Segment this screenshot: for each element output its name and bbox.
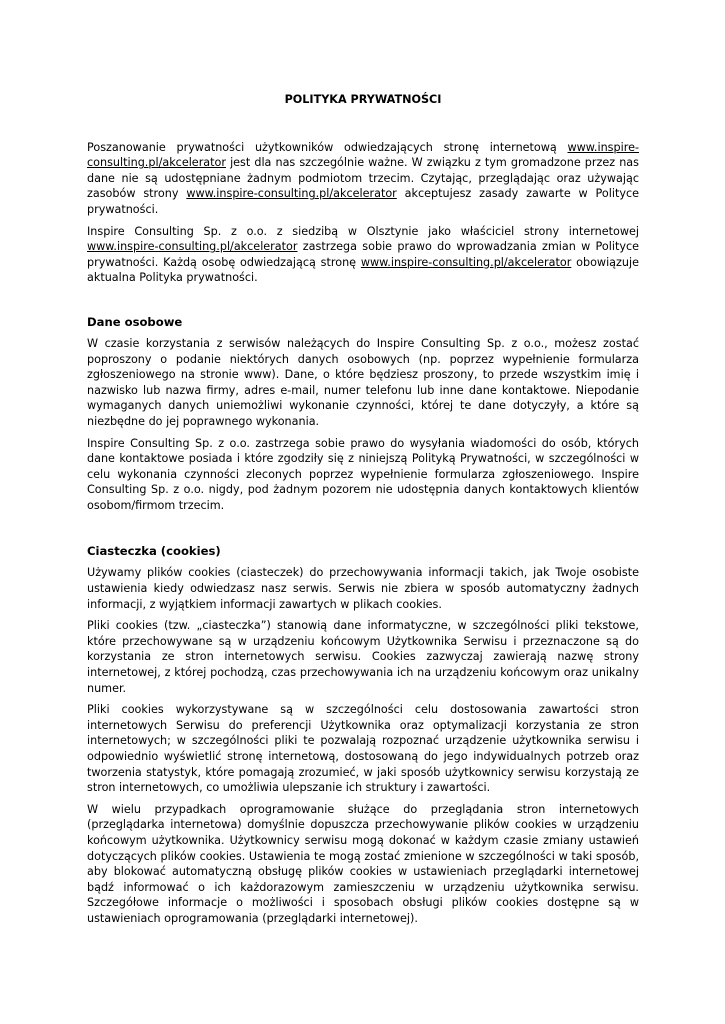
text-span: Inspire Consulting Sp. z o.o. z siedzibą w Olsztynie jako właściciel strony internetowej: [87, 224, 639, 238]
intro-paragraph-1: [87, 140, 639, 218]
website-link[interactable]: www.inspire-consulting.pl/akcelerator: [186, 187, 397, 201]
text-span: zastrzega sobie prawo do wprowadzania zmian w Polityce prywatności. Każdą osobę odwiedzającą stronę: [87, 240, 639, 269]
section-heading-cookies: Ciasteczka (cookies): [87, 544, 221, 559]
document-page: [87, 92, 639, 933]
cookies-paragraph-3: Pliki cookies wykorzystywane są w szczególności celu dostosowania zawartości stron internetowych Serwisu do preferencji Użytkownika oraz optymalizacji korzystania ze stron internetowych; w szczególności pliki te pozwalają rozpoznać urządzenie użytkownika serwisu i odpowiednio wyświetlić stronę internetową, dostosowaną do jego indywidualnych potrzeb oraz tworzenia statystyk, które pomagają zrozumieć, w jaki sposób użytkownicy serwisu korzystają ze stron internetowych, co umożliwia ulepszanie ich struktury i zawartości.: [87, 703, 639, 795]
cookies-paragraph-2: Pliki cookies (tzw. „ciasteczka”) stanowią dane informatyczne, w szczególności pliki tekstowe, które przechowywane są w urządzeniu końcowym Użytkownika Serwisu i przeznaczone są do korzystania ze stron internetowych serwisu. Cookies zazwyczaj zawierają nazwę strony internetowej, z której pochodzą, czas przechowywania ich na urządzeniu końcowym oraz unikalny numer.: [87, 619, 639, 695]
intro-paragraph-2: [87, 224, 639, 286]
section-spacer: [87, 519, 639, 543]
website-link[interactable]: www.inspire-consulting.pl/akcelerator: [87, 240, 298, 254]
text-span: obowiązuje aktualna Polityka prywatności.: [87, 255, 639, 285]
website-link[interactable]: www.inspire-consulting.pl/akcelerator: [87, 140, 639, 170]
text-span: jest dla nas szczególnie ważne. W związku z tym gromadzone przez nas dane nie są udostępniane żadnym podmiotom trzecim. Czytając, przeglądając oraz używając zasobów strony: [87, 156, 639, 201]
text-span: Poszanowanie prywatności użytkowników odwiedzających stronę internetową: [87, 140, 568, 154]
personal-paragraph-1: W czasie korzystania z serwisów należących do Inspire Consulting Sp. z o.o., możesz zostać poproszony o podanie niektórych danych osobowych (np. poprzez wypełnienie formularza zgłoszeniowego na stronie www). Dane, o które będziesz proszony, to przede wszystkim imię i nazwisko lub nazwa firmy, adres e-mail, numer telefonu lub inne dane kontaktowe. Niepodanie wymaganych danych uniemożliwi wykonanie czynności, której te dane dotyczyły, a które są niezbędne do jej poprawnego wykonania.: [87, 336, 639, 428]
cookies-paragraph-1: Używamy plików cookies (ciasteczek) do przechowywania informacji takich, jak Twoje osobiste ustawienia kiedy odwiedzasz nasz serwis. Serwis nie zbiera w sposób automatyczny żadnych informacji, z wyjątkiem informacji zawartych w plikach cookies.: [87, 566, 639, 611]
cookies-paragraph-4: W wielu przypadkach oprogramowanie służące do przeglądania stron internetowych (przeglądarka internetowa) domyślnie dopuszcza przechowywanie plików cookies w urządzeniu końcowym użytkownika. Użytkownicy serwisu mogą dokonać w każdym czasie zmiany ustawień dotyczących plików cookies. Ustawienia te mogą zostać zmienione w szczególności w taki sposób, aby blokować automatyczną obsługę plików cookies w ustawieniach przeglądarki internetowej bądź informować o ich każdorazowym zamieszczeniu w urządzeniu użytkownika serwisu. Szczegółowe informacje o możliwości i sposobach obsługi plików cookies dostępne są w ustawieniach oprogramowania (przeglądarki internetowej).: [87, 802, 639, 925]
text-span: akceptujesz zasady zawarte w Polityce prywatności.: [87, 187, 639, 216]
section-heading-personal-data: Dane osobowe: [87, 314, 183, 329]
page-title: POLITYKA PRYWATNOŚCI: [284, 93, 442, 106]
website-link[interactable]: www.inspire-consulting.pl/akcelerator: [360, 255, 572, 269]
section-spacer: [87, 292, 639, 314]
personal-paragraph-2: Inspire Consulting Sp. z o.o. zastrzega sobie prawo do wysyłania wiadomości do osób, których dane kontaktowe posiada i które zgodziły się z niniejszą Polityką Prywatności, w szczególności w celu wykonania czynności zleconych poprzez wypełnienie formularza zgłoszeniowego. Inspire Consulting Sp. z o.o. nigdy, pod żadnym pozorem nie udostępnia danych kontaktowych klientów osobom/firmom trzecim.: [87, 436, 639, 512]
